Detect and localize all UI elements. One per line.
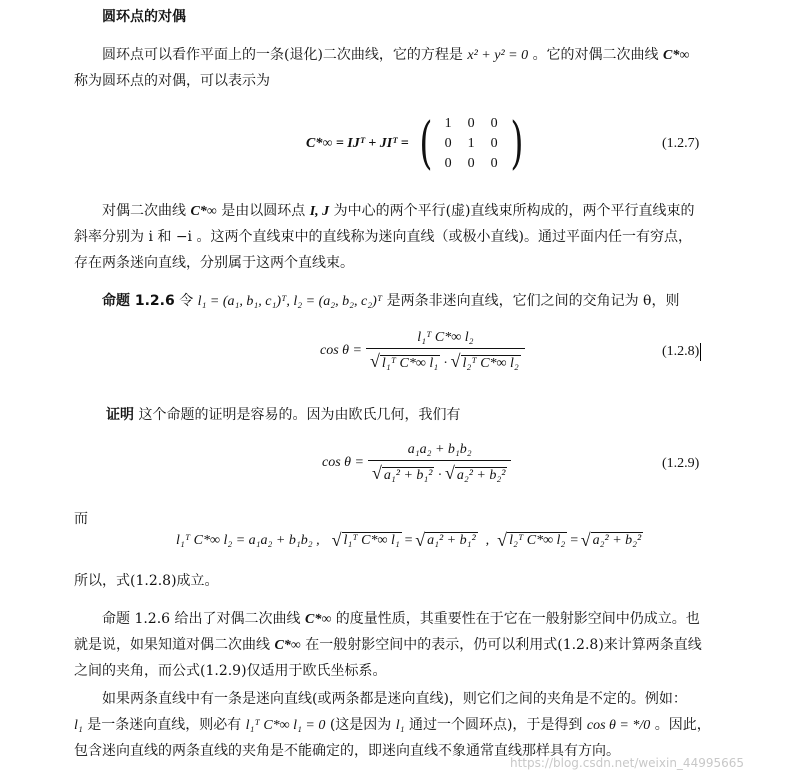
para2-line3: 存在两条迷向直线，分别属于这两个直线束。 bbox=[74, 255, 354, 271]
para4-line2: l₁ 是一条迷向直线，则必有 l₁ᵀ C*∞ l₁ = 0 (这是因为 l₁ 通过一个圆环点)，于是得到 cos θ = */0 。因此， bbox=[74, 717, 711, 733]
eq127-tag: (1.2.7) bbox=[662, 136, 700, 151]
para4-line3: 包含迷向直线的两条直线的夹角是不能确定的，即迷向直线不象通常直线那样具有方向。 bbox=[74, 743, 620, 759]
para3-line1: 命题 1.2.6 给出了对偶二次曲线 C*∞ 的度量性质，其重要性在于它在一般射影空间中仍成立。也 bbox=[102, 611, 700, 627]
eq127-lhs: C*∞ = IJᵀ + JIᵀ = bbox=[306, 136, 409, 151]
equation-1-2-9: cos θ = $\frac{\text{a₁a₂ + b₁b₂}}{\text{√ a₁² + b₁² · √ a₂² + b₂²}}$ bbox=[322, 442, 511, 484]
prop-label: 命题 1.2.6 bbox=[102, 293, 175, 309]
para3-line3: 之间的夹角，而公式(1.2.9)仅适用于欧氏坐标系。 bbox=[74, 663, 387, 679]
dual-conic-symbol: C*∞ bbox=[663, 48, 690, 63]
section-title: 圆环点的对偶 bbox=[102, 9, 186, 25]
para1-text: 圆环点可以看作平面上的一条(退化)二次曲线，它的方程是 bbox=[102, 47, 463, 63]
er-text: 而 bbox=[74, 511, 88, 527]
equation-1-2-7: C*∞ = IJᵀ + JIᵀ = ( 1 0 0 0 1 0 0 0 0 ) bbox=[306, 111, 524, 176]
para4-line1: 如果两条直线中有一条是迷向直线(或两条都是迷向直线)，则它们之间的夹角是不定的。例如： bbox=[102, 691, 687, 707]
proof: 证明 这个命题的证明是容易的。因为由欧氏几何，我们有 bbox=[106, 407, 461, 423]
para3-line2: 就是说，如果知道对偶二次曲线 C*∞ 在一般射影空间中的表示，仍可以利用式(1.2.8)来计算两条直线 bbox=[74, 637, 702, 653]
eq128-numerator: l₁ᵀ C*∞ l₂ bbox=[366, 330, 525, 349]
proof-label: 证明 bbox=[106, 407, 134, 423]
eq129-numerator: a₁a₂ + b₁b₂ bbox=[368, 442, 511, 461]
relations: l₁ᵀ C*∞ l₂ = a₁a₂ + b₁b₂ , √ l₁ᵀ C*∞ l₁ = √ a₁² + b₁² , √ l₂ᵀ C*∞ l₂ = √ a₂² + b₂² bbox=[176, 530, 642, 550]
eq128-tag: (1.2.8) bbox=[662, 344, 700, 360]
proposition: 命题 1.2.6 令 l₁ = (a₁, b₁, c₁)ᵀ, l₂ = (a₂, b₂, c₂)ᵀ 是两条非迷向直线，它们之间的交角记为 θ，则 bbox=[102, 293, 680, 309]
eq129-tag: (1.2.9) bbox=[662, 456, 700, 471]
conclusion: 所以，式(1.2.8)成立。 bbox=[74, 573, 219, 589]
equation-1-2-8: cos θ = $\frac{\text{l₁ᵀ C*∞ l₂}}{\text{√ l₁ᵀ C*∞ l₁ · √ l₂ᵀ C*∞ l₂}}$ bbox=[320, 330, 525, 372]
para2-line1: 对偶二次曲线 C*∞ 是由以圆环点 I, J 为中心的两个平行(虚)直线束所构成的，两个平行直线束的 bbox=[102, 203, 695, 219]
para1-line2: 称为圆环点的对偶，可以表示为 bbox=[74, 73, 270, 89]
para2-line2: 斜率分别为 i 和 −i 。这两个直线束中的直线称为迷向直线（或极小直线)。通过平面内任一有穷点， bbox=[74, 229, 692, 245]
para1-tail: 。它的对偶二次曲线 bbox=[532, 47, 659, 63]
lines-def: l₁ = (a₁, b₁, c₁)ᵀ, l₂ = (a₂, b₂, c₂)ᵀ bbox=[197, 294, 383, 309]
para1-line1 bbox=[102, 44, 689, 64]
matrix: 1 0 0 0 1 0 0 0 0 bbox=[444, 116, 498, 171]
circle-equation: x² + y² = 0 bbox=[467, 48, 529, 63]
watermark: https://blog.csdn.net/weixin_44995665 bbox=[510, 756, 745, 770]
